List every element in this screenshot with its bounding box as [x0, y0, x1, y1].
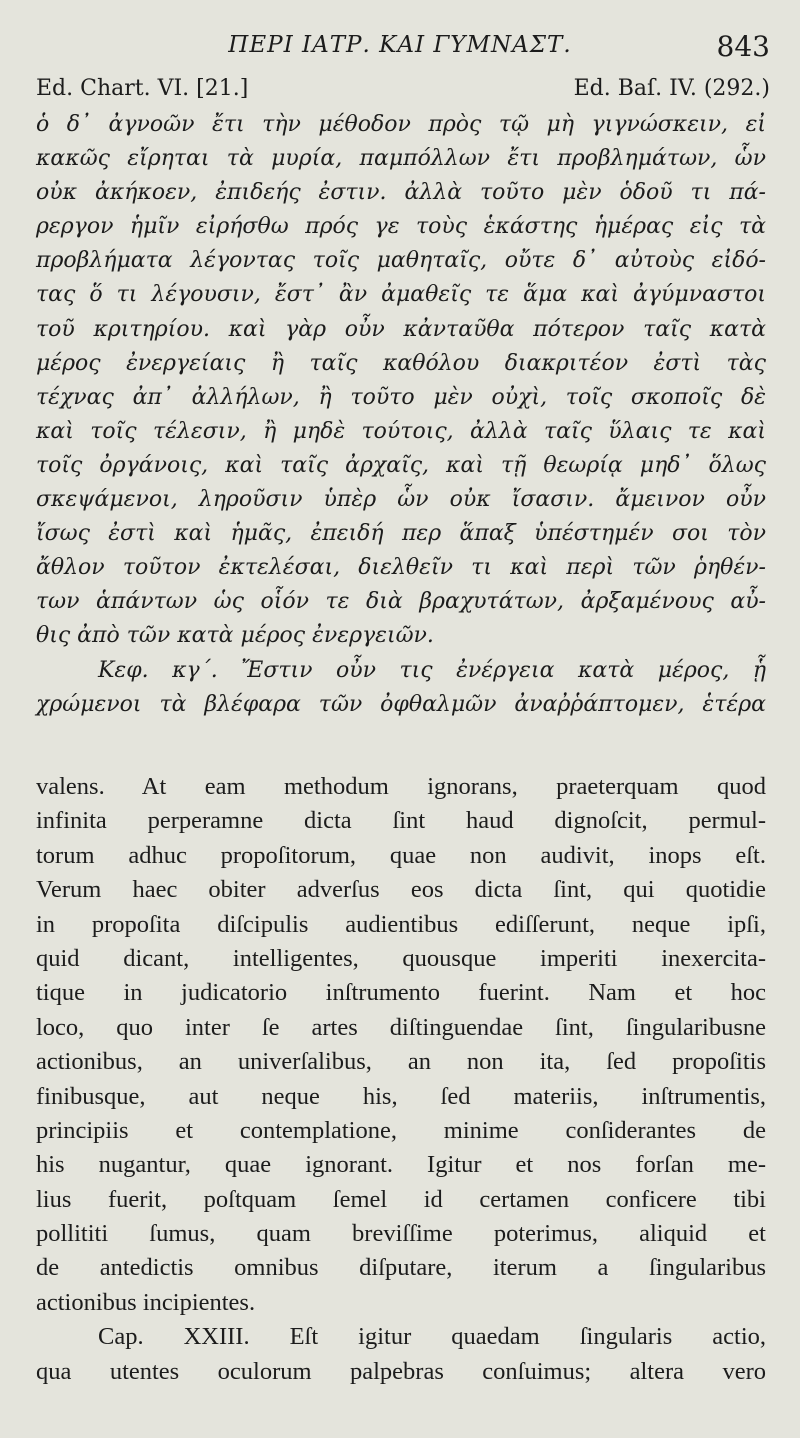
running-head	[0, 30, 800, 64]
greek-line: κακῶς εἴρηται τὰ μυρία, παμπόλλων ἔτι προβλημάτων, ὧν	[36, 146, 766, 172]
latin-line: his nugantur, quae ignorant. Igitur et nos forſan me-	[36, 1151, 766, 1179]
latin-line: actionibus incipientes.	[36, 1288, 256, 1316]
latin-line: quid dicant, intelligentes, quousque imperiti inexercita-	[36, 944, 766, 972]
latin-line: qua utentes oculorum palpebras conſuimus; altera vero	[36, 1357, 766, 1385]
greek-line: χρώμενοι τὰ βλέφαρα τῶν ὀφθαλμῶν ἀναῤῥάπτομεν, ἑτέρα	[36, 691, 766, 717]
latin-chapter-heading-line: Cap. XXIII. Eſt igitur quaedam ſingularis actio,	[98, 1323, 766, 1351]
greek-line: τοῖς ὀργάνοις, καὶ ταῖς ἀρχαῖς, καὶ τῇ θεωρίᾳ μηδ᾿ ὅλως	[36, 452, 766, 478]
latin-line: pollititi ſumus, quam breviſſime poterimus, aliquid et	[36, 1220, 766, 1248]
latin-line: in propoſita diſcipulis audientibus ediſſerunt, neque ipſi,	[36, 910, 766, 938]
latin-line: finibusque, aut neque his, ſed materiis, inſtrumentis,	[36, 1082, 766, 1110]
greek-line: καὶ τοῖς τέλεσιν, ἢ μηδὲ τούτοις, ἀλλὰ ταῖς ὕλαις τε καὶ	[36, 418, 766, 444]
latin-line: tique in judicatorio inſtrumento fuerint. Nam et hoc	[36, 979, 766, 1007]
edition-chartier-reference: Ed. Chart. VI. [21.]	[36, 76, 249, 101]
latin-line: loco, quo inter ſe artes diſtinguendae ſint, ſingularibusne	[36, 1013, 766, 1041]
greek-line: ἴσως ἐστὶ καὶ ἡμᾶς, ἐπειδή περ ἅπαξ ὑπέστημέν σοι τὸν	[36, 521, 766, 547]
greek-text-block	[36, 108, 766, 722]
greek-line: θις ἀπὸ τῶν κατὰ μέρος ἐνεργειῶν.	[36, 623, 434, 649]
edition-basel-reference: Ed. Baſ. IV. (292.)	[573, 76, 770, 101]
latin-line: principiis et contemplatione, minime conſiderantes de	[36, 1116, 766, 1144]
latin-line: actionibus, an univerſalibus, an non ita, ſed propoſitis	[36, 1048, 766, 1076]
latin-text-block	[36, 770, 766, 1389]
latin-line: lius fuerit, poſtquam ſemel id certamen conficere tibi	[36, 1185, 766, 1213]
greek-line: ρεργον ἡμῖν εἰρήσθω πρός γε τοὺς ἑκάστης ἡμέρας εἰς τὰ	[36, 214, 766, 240]
greek-line: ὁ δ᾿ ἀγνοῶν ἔτι τὴν μέθοδον πρὸς τῷ μὴ γιγνώσκειν, εἰ	[36, 112, 766, 137]
greek-line: των ἁπάντων ὡς οἷόν τε διὰ βραχυτάτων, ἀρξαμένους αὖ-	[36, 589, 766, 615]
latin-line: de antedictis omnibus diſputare, iterum a ſingularibus	[36, 1254, 766, 1282]
greek-line: τας ὅ τι λέγουσιν, ἔστ᾿ ἂν ἀμαθεῖς τε ἅμα καὶ ἀγύμναστοι	[36, 282, 766, 308]
greek-line: σκεψάμενοι, ληροῦσιν ὑπὲρ ὧν οὐκ ἴσασιν. ἄμεινον οὖν	[36, 487, 766, 513]
greek-chapter-heading-line: Κεφ. κγ΄. Ἔστιν οὖν τις ἐνέργεια κατὰ μέρος, ᾗ	[98, 657, 766, 683]
greek-line: μέρος ἐνεργείαις ἢ ταῖς καθόλου διακριτέον ἐστὶ τὰς	[36, 350, 766, 376]
greek-line: προβλήματα λέγοντας τοῖς μαθηταῖς, οὔτε δ᾿ αὐτοὺς εἰδό-	[36, 248, 766, 274]
greek-line: τέχνας ἀπ᾿ ἀλλήλων, ἢ τοῦτο μὲν οὐχὶ, τοῖς σκοποῖς δὲ	[36, 384, 766, 410]
latin-line: torum adhuc propoſitorum, quae non audivit, inops eſt.	[36, 841, 766, 869]
latin-line: Verum haec obiter adverſus eos dicta ſint, qui quotidie	[36, 876, 766, 904]
latin-line: valens. At eam methodum ignorans, praeterquam quod	[36, 773, 766, 800]
edition-reference-line	[36, 76, 770, 104]
greek-line: ἄθλον τοῦτον ἐκτελέσαι, διελθεῖν τι καὶ περὶ τῶν ῥηθέν-	[36, 555, 766, 581]
latin-line: infinita perperamne dicta ſint haud dignoſcit, permul-	[36, 807, 766, 835]
page-number: 843	[716, 30, 770, 63]
greek-line: οὐκ ἀκήκοεν, ἐπιδεής ἐστιν. ἀλλὰ τοῦτο μὲν ὁδοῦ τι πά-	[36, 180, 766, 206]
running-head-title: ΠΕΡΙ ΙΑΤΡ. ΚΑΙ ΓΥΜΝΑΣΤ.	[228, 32, 572, 58]
greek-line: τοῦ κριτηρίου. καὶ γὰρ οὖν κἀνταῦθα πότερον ταῖς κατὰ	[36, 316, 766, 342]
